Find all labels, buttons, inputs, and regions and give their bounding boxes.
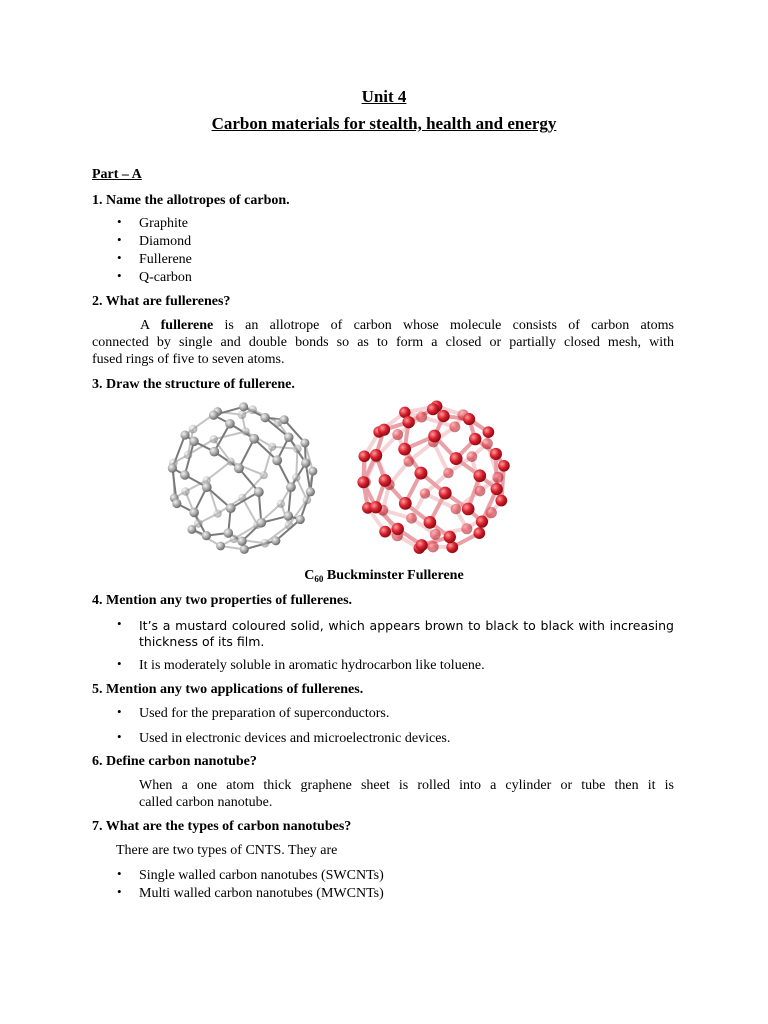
atom-circle (402, 416, 414, 428)
atom-circle (437, 410, 449, 422)
q1-item: Graphite (139, 216, 188, 231)
q7-intro: There are two types of CNTS. They are (116, 843, 338, 858)
atom-circle (378, 424, 390, 436)
atom-circle (428, 430, 441, 443)
atom-circle (180, 431, 189, 440)
bullet-icon: • (117, 729, 122, 744)
q7-item: Single walled carbon nanotubes (SWCNTs) (139, 868, 384, 883)
atom-circle (491, 483, 503, 495)
q2-answer-prefix: A (140, 318, 161, 333)
q5-item: Used for the preparation of superconductors. (139, 706, 390, 721)
atom-circle (284, 511, 294, 521)
atom-circle (227, 458, 235, 466)
atom-circle (280, 415, 289, 424)
q3-question: 3. Draw the structure of fullerene. (92, 377, 295, 392)
atom-circle (486, 507, 497, 518)
atom-circle (495, 495, 507, 507)
q2-answer-line2: connected by single and double bonds so as to form a closed or partially closed mesh, with (92, 335, 674, 350)
atom-circle (296, 515, 305, 524)
atom-circle (238, 411, 247, 420)
atom-circle (285, 521, 294, 530)
bullet-icon: • (117, 866, 122, 881)
atom-circle (237, 536, 246, 545)
atom-circle (462, 503, 475, 516)
atom-circle (392, 429, 403, 440)
q1-item: Diamond (139, 234, 192, 249)
atom-circle (476, 516, 488, 528)
bond-line (242, 498, 257, 525)
atom-circle (239, 402, 248, 411)
atom-circle (463, 413, 475, 425)
atom-circle (406, 513, 417, 524)
atom-circle (189, 508, 199, 518)
atom-circle (461, 523, 472, 534)
atom-circle (498, 460, 510, 472)
atom-circle (293, 444, 302, 453)
atom-circle (392, 523, 404, 535)
atom-circle (225, 419, 235, 429)
atom-circle (189, 437, 199, 447)
atom-circle (370, 449, 382, 461)
bullet-icon: • (117, 884, 122, 899)
atom-circle (260, 471, 268, 479)
q1-item: Q-carbon (139, 270, 192, 285)
atom-circle (271, 536, 280, 545)
atom-circle (254, 487, 264, 497)
q5-item: Used in electronic devices and microelectronic devices. (139, 731, 451, 746)
atom-circle (202, 531, 211, 540)
q2-answer-line1: is an allotrope of carbon whose molecule consists of carbon atoms (213, 318, 674, 333)
atom-circle (420, 488, 430, 498)
atom-circle (451, 504, 462, 515)
atom-circle (492, 472, 503, 483)
atom-circle (469, 433, 481, 445)
bond-line (214, 431, 246, 439)
atom-circle (187, 525, 196, 534)
atom-circle (444, 531, 456, 543)
atom-circle (194, 519, 203, 528)
atom-circle (306, 487, 315, 496)
q1-item: Fullerene (139, 252, 192, 267)
q7-question: 7. What are the types of carbon nanotubes? (92, 819, 352, 834)
q6-answer-line1: When a one atom thick graphene sheet is rolled into a cylinder or tube then it is (139, 778, 674, 793)
atom-circle (301, 458, 310, 467)
atom-circle (168, 464, 177, 473)
bullet-icon: • (117, 268, 122, 283)
q1-question: 1. Name the allotropes of carbon. (92, 193, 290, 208)
atom-circle (398, 443, 411, 456)
atom-circle (427, 541, 438, 552)
red-fullerene-image (353, 398, 513, 558)
atom-circle (284, 432, 294, 442)
atom-circle (189, 425, 198, 434)
bullet-icon: • (117, 616, 122, 631)
atom-circle (414, 467, 427, 480)
bullet-icon: • (117, 250, 122, 265)
q4-item1-line1: It’s a mustard coloured solid, which appears brown to black to black with increasing (139, 618, 674, 633)
q2-answer (92, 317, 674, 368)
atom-circle (379, 526, 391, 538)
atom-circle (286, 482, 296, 492)
part-label: Part – A (92, 167, 142, 182)
atom-circle (490, 448, 502, 460)
atom-circle (473, 469, 486, 482)
atom-circle (482, 438, 493, 449)
atom-circle (261, 539, 270, 548)
unit-heading: Unit 4 (361, 87, 407, 106)
q4-item2: It is moderately soluble in aromatic hydrocarbon like toluene. (139, 658, 485, 673)
bullet-icon: • (117, 232, 122, 247)
atom-circle (379, 474, 392, 487)
bullet-icon: • (117, 214, 122, 229)
atom-circle (358, 450, 370, 462)
grey-fullerene-image (162, 398, 322, 558)
atom-circle (439, 487, 452, 500)
atom-circle (370, 501, 382, 513)
atom-circle (223, 528, 233, 538)
atom-circle (260, 413, 269, 422)
atom-circle (256, 518, 266, 528)
atom-circle (424, 516, 437, 529)
atom-circle (234, 463, 244, 473)
atom-circle (303, 496, 312, 505)
atom-circle (300, 438, 309, 447)
atom-circle (449, 421, 460, 432)
q2-answer-line3: fused rings of five to seven atoms. (92, 352, 285, 367)
atom-circle (209, 411, 218, 420)
atom-circle (226, 503, 236, 513)
atom-circle (241, 427, 249, 435)
atom-circle (184, 451, 192, 459)
atom-circle (277, 500, 285, 508)
atom-circle (248, 405, 257, 414)
atom-circle (443, 468, 453, 478)
figure-caption: $C_{60}$ Buckminster Fullerene (304, 568, 464, 584)
atom-circle (216, 542, 225, 551)
atom-circle (172, 499, 181, 508)
atom-circle (202, 482, 212, 492)
atom-circle (416, 411, 427, 422)
atom-circle (209, 447, 219, 457)
atom-circle (416, 539, 428, 551)
atom-circle (240, 545, 249, 554)
atom-circle (450, 452, 463, 465)
atom-circle (292, 473, 300, 481)
q2-question: 2. What are fullerenes? (92, 294, 231, 309)
q4-item1-line2: thickness of its film. (139, 634, 265, 649)
q6-question: 6. Define carbon nanotube? (92, 754, 257, 769)
atom-circle (238, 494, 246, 502)
atom-circle (475, 486, 486, 497)
atom-circle (181, 487, 189, 495)
atom-circle (249, 434, 259, 444)
bullet-icon: • (117, 704, 122, 719)
atom-circle (272, 455, 282, 465)
atom-circle (446, 541, 458, 553)
atom-circle (399, 497, 412, 510)
atom-circle (403, 456, 414, 467)
q5-question: 5. Mention any two applications of fullerenes. (92, 682, 364, 697)
q2-answer-term: fullerene (160, 318, 214, 333)
atom-circle (180, 470, 190, 480)
atom-circle (214, 510, 222, 518)
atom-circle (268, 443, 276, 451)
q4-question: 4. Mention any two properties of fullerenes. (92, 593, 353, 608)
bond-line (296, 449, 297, 478)
atom-circle (308, 467, 317, 476)
atom-circle (357, 476, 369, 488)
q7-item: Multi walled carbon nanotubes (MWCNTs) (139, 886, 384, 901)
bullet-icon: • (117, 656, 122, 671)
atom-circle (473, 527, 485, 539)
atom-circle (210, 435, 218, 443)
atom-circle (427, 403, 439, 415)
bond-line (207, 462, 231, 481)
page-title: Carbon materials for stealth, health and energy (211, 114, 557, 133)
atom-circle (467, 451, 478, 462)
q6-answer-line2: called carbon nanotube. (139, 795, 273, 810)
atom-circle (483, 426, 495, 438)
atom-circle (430, 529, 441, 540)
